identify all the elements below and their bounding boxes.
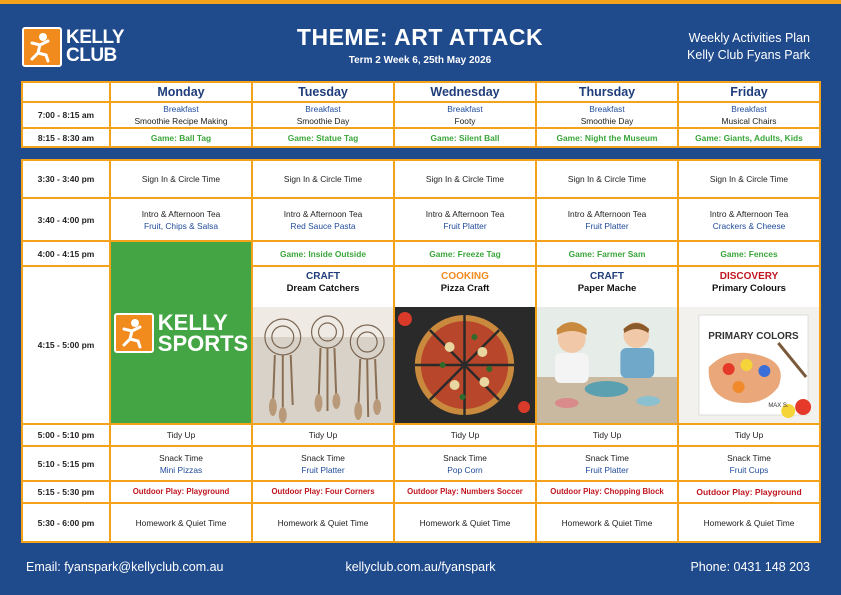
time-label: 5:15 - 5:30 pm <box>22 481 110 503</box>
footer-phone: Phone: 0431 148 203 <box>690 560 810 574</box>
plan-title: Weekly Activities Plan <box>688 31 810 45</box>
breakfast-item: Smoothie Recipe Making <box>134 116 228 126</box>
morning-game-row <box>22 128 820 147</box>
signin-row <box>22 160 820 198</box>
tea-label: Intro & Afternoon Tea <box>283 208 363 219</box>
time-label: 4:15 - 5:00 pm <box>22 266 110 424</box>
activity-cell-tuesday <box>252 266 394 424</box>
tea-item: Fruit Platter <box>585 220 629 231</box>
tea-cell <box>110 198 252 241</box>
signin-cell: Sign In & Circle Time <box>394 160 536 198</box>
activity-type: CRAFT <box>590 271 624 282</box>
morning-game: Game: Ball Tag <box>110 128 252 147</box>
time-label: 5:00 - 5:10 pm <box>22 424 110 446</box>
activity-cell-wednesday <box>394 266 536 424</box>
outdoor-cell: Outdoor Play: Playground <box>110 481 252 503</box>
sports-figure-icon <box>114 313 154 353</box>
tea-cell <box>678 198 820 241</box>
page-subtitle: Term 2 Week 6, 25th May 2026 <box>348 55 492 66</box>
day-wednesday: Wednesday <box>394 82 536 102</box>
snack-item: Fruit Platter <box>301 464 345 475</box>
breakfast-label: Breakfast <box>447 104 483 114</box>
afternoon-game: Game: Farmer Sam <box>536 241 678 266</box>
snack-item: Fruit Platter <box>585 464 629 475</box>
activity-cell-friday <box>678 266 820 424</box>
tidy-row <box>22 424 820 446</box>
breakfast-cell <box>536 102 678 128</box>
snack-item: Mini Pizzas <box>159 464 203 475</box>
morning-table <box>21 81 821 148</box>
time-label: 3:30 - 3:40 pm <box>22 160 110 198</box>
snack-item: Fruit Cups <box>729 464 769 475</box>
outdoor-cell: Outdoor Play: Chopping Block <box>536 481 678 503</box>
day-monday: Monday <box>110 82 252 102</box>
morning-game: Game: Night the Museum <box>536 128 678 147</box>
tidy-cell: Tidy Up <box>394 424 536 446</box>
tidy-cell: Tidy Up <box>678 424 820 446</box>
plan-location: Kelly Club Fyans Park <box>687 48 810 62</box>
breakfast-item: Smoothie Day <box>296 116 350 126</box>
homework-cell: Homework & Quiet Time <box>252 503 394 542</box>
homework-row <box>22 503 820 542</box>
outdoor-cell: Outdoor Play: Playground <box>678 481 820 503</box>
svg-text:PRIMARY COLORS: PRIMARY COLORS <box>708 330 799 343</box>
time-label: 4:00 - 4:15 pm <box>22 241 110 266</box>
activity-name: Paper Mache <box>577 283 637 294</box>
primary-colours-photo <box>679 307 819 423</box>
activity-name: Dream Catchers <box>286 283 360 294</box>
breakfast-label: Breakfast <box>731 104 767 114</box>
signin-cell: Sign In & Circle Time <box>536 160 678 198</box>
breakfast-cell <box>252 102 394 128</box>
snack-item: Pop Corn <box>447 464 483 475</box>
breakfast-cell <box>678 102 820 128</box>
snack-cell <box>252 446 394 481</box>
corner-cell <box>22 82 110 102</box>
afternoon-game-row <box>22 241 820 266</box>
tea-item: Fruit, Chips & Salsa <box>143 220 218 231</box>
tea-label: Intro & Afternoon Tea <box>141 208 221 219</box>
tea-label: Intro & Afternoon Tea <box>425 208 505 219</box>
breakfast-row <box>22 102 820 128</box>
pizza-photo <box>395 307 535 423</box>
signin-cell: Sign In & Circle Time <box>678 160 820 198</box>
homework-cell: Homework & Quiet Time <box>536 503 678 542</box>
snack-row <box>22 446 820 481</box>
day-header-row <box>22 82 820 102</box>
homework-cell: Homework & Quiet Time <box>394 503 536 542</box>
activity-type: COOKING <box>441 271 489 282</box>
breakfast-item: Footy <box>454 116 476 126</box>
tea-label: Intro & Afternoon Tea <box>567 208 647 219</box>
homework-cell: Homework & Quiet Time <box>110 503 252 542</box>
tea-label: Intro & Afternoon Tea <box>709 208 789 219</box>
snack-label: Snack Time <box>727 452 771 463</box>
top-accent-bar <box>0 0 841 4</box>
afternoon-table <box>21 159 821 543</box>
kelly-sports-logo <box>111 309 251 356</box>
outdoor-row <box>22 481 820 503</box>
tea-row <box>22 198 820 241</box>
snack-cell <box>394 446 536 481</box>
tidy-cell: Tidy Up <box>110 424 252 446</box>
breakfast-cell <box>110 102 252 128</box>
dream-catchers-photo <box>253 307 393 423</box>
tea-item: Fruit Platter <box>443 220 487 231</box>
morning-game: Game: Giants, Adults, Kids <box>678 128 820 147</box>
footer-email[interactable]: Email: fyanspark@kellyclub.com.au <box>26 560 224 574</box>
breakfast-label: Breakfast <box>305 104 341 114</box>
breakfast-item: Musical Chairs <box>721 116 777 126</box>
snack-cell <box>536 446 678 481</box>
snack-label: Snack Time <box>301 452 345 463</box>
kelly-sports-cell <box>110 241 252 424</box>
morning-game: Game: Silent Ball <box>394 128 536 147</box>
outdoor-cell: Outdoor Play: Four Corners <box>252 481 394 503</box>
activity-name: Pizza Craft <box>440 283 490 294</box>
tea-cell <box>394 198 536 241</box>
signin-cell: Sign In & Circle Time <box>252 160 394 198</box>
time-label: 7:00 - 8:15 am <box>22 102 110 128</box>
afternoon-game: Game: Fences <box>678 241 820 266</box>
activity-type: CRAFT <box>306 271 340 282</box>
day-thursday: Thursday <box>536 82 678 102</box>
afternoon-game: Game: Freeze Tag <box>394 241 536 266</box>
footer-website[interactable]: kellyclub.com.au/fyanspark <box>345 560 496 574</box>
time-label: 5:30 - 6:00 pm <box>22 503 110 542</box>
page-title: THEME: ART ATTACK <box>296 24 544 50</box>
svg-text:MAX S.: MAX S. <box>768 402 789 410</box>
outdoor-cell: Outdoor Play: Numbers Soccer <box>394 481 536 503</box>
kelly-club-logo <box>22 26 134 68</box>
tidy-cell: Tidy Up <box>536 424 678 446</box>
time-label: 5:10 - 5:15 pm <box>22 446 110 481</box>
tea-item: Red Sauce Pasta <box>290 220 356 231</box>
day-friday: Friday <box>678 82 820 102</box>
activity-type: DISCOVERY <box>719 271 779 282</box>
logo-figure-icon <box>22 27 62 67</box>
time-label: 8:15 - 8:30 am <box>22 128 110 147</box>
tidy-cell: Tidy Up <box>252 424 394 446</box>
breakfast-item: Smoothie Day <box>580 116 634 126</box>
tea-item: Crackers & Cheese <box>712 220 786 231</box>
sports-logo-text: KELLY SPORTS <box>157 309 249 356</box>
time-label: 3:40 - 4:00 pm <box>22 198 110 241</box>
breakfast-label: Breakfast <box>163 104 199 114</box>
morning-game: Game: Statue Tag <box>252 128 394 147</box>
homework-cell: Homework & Quiet Time <box>678 503 820 542</box>
snack-cell <box>110 446 252 481</box>
tea-cell <box>252 198 394 241</box>
logo-text: KELLY CLUB <box>66 27 125 66</box>
snack-cell <box>678 446 820 481</box>
breakfast-cell <box>394 102 536 128</box>
signin-cell: Sign In & Circle Time <box>110 160 252 198</box>
breakfast-label: Breakfast <box>589 104 625 114</box>
activity-name: Primary Colours <box>712 283 786 294</box>
snack-label: Snack Time <box>585 452 629 463</box>
afternoon-game: Game: Inside Outside <box>252 241 394 266</box>
tea-cell <box>536 198 678 241</box>
paper-mache-photo <box>537 307 677 423</box>
activity-cell-thursday <box>536 266 678 424</box>
snack-label: Snack Time <box>443 452 487 463</box>
snack-label: Snack Time <box>159 452 203 463</box>
plan-info <box>687 30 810 64</box>
day-tuesday: Tuesday <box>252 82 394 102</box>
